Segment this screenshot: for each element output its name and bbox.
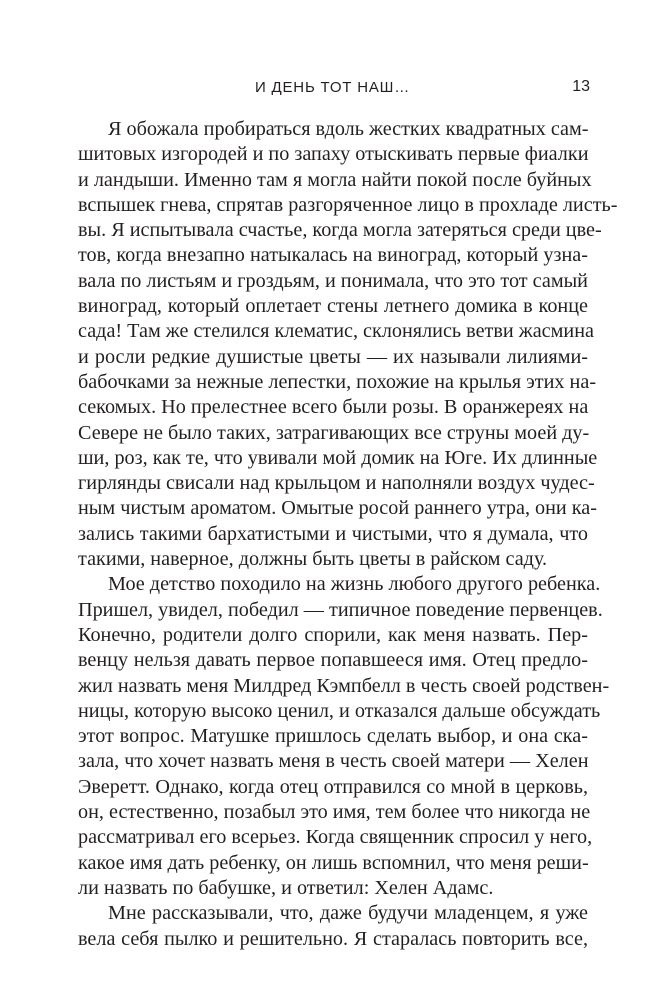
text-line: Мне рассказывали, что, даже будучи младенцем, я уже <box>108 902 588 925</box>
paragraph-2 <box>78 572 610 901</box>
running-title: И ДЕНЬ ТОТ НАШ… <box>255 79 411 96</box>
text-line: сада! Там же стелился клематис, склонялись ветви жасмина <box>78 320 594 343</box>
text-line: зала, что хочет назвать меня в честь своей матери — Хелен <box>78 750 589 773</box>
text-line: этот вопрос. Матушке пришлось сделать выбор, и она ска- <box>78 725 588 748</box>
text-line: ли назвать по бабушке, и ответил: Хелен Адамс. <box>78 876 494 899</box>
text-line: зались такими бархатистыми и чистыми, что я думала, что <box>78 522 588 545</box>
text-line: вспышек гнева, спрятав разгоряченное лицо в прохладе листь- <box>78 193 618 216</box>
text-line: секомых. Но прелестнее всего были розы. В оранжереях на <box>78 396 589 419</box>
text-line: Конечно, родители долго спорили, как меня назвать. Пер- <box>78 623 588 646</box>
text-line: виноград, который оплетает стены летнего домика в конце <box>78 295 588 318</box>
text-line: и ландыши. Именно там я могла найти покой после буйных <box>78 168 592 191</box>
text-line: вы. Я испытывала счастье, когда могла затеряться среди цве- <box>78 219 602 242</box>
text-line: ным чистым ароматом. Омытые росой раннего утра, они ка- <box>78 497 597 520</box>
text-line: тов, когда внезапно натыкалась на виноград, который узна- <box>78 244 588 267</box>
text-line: ши, роз, как те, что увивали мой домик на Юге. Их длинные <box>78 446 598 469</box>
text-line: бабочками за нежные лепестки, похожие на крылья этих на- <box>78 370 597 393</box>
text-line: гирлянды свисали над крыльцом и наполняли воздух чудес- <box>78 472 595 495</box>
text-line: жил назвать меня Милдред Кэмпбелл в честь своей родствен- <box>78 674 610 697</box>
text-line: Эверетт. Однако, когда отец отправился со мной в церковь, <box>78 775 588 798</box>
body-text <box>78 117 618 952</box>
text-line: венцу нельзя давать первое попавшееся имя. Отец предло- <box>78 649 588 672</box>
text-line: вала по листьям и гроздьям, и понимала, что это тот самый <box>78 269 588 292</box>
text-line: шитовых изгородей и по запаху отыскивать первые фиалки <box>78 143 589 166</box>
paragraph-3 <box>78 901 588 952</box>
text-line: вела себя пылко и решительно. Я старалась повторить все, <box>78 927 588 950</box>
text-line: какое имя дать ребенку, он лишь вспомнил, что меня реши- <box>78 851 589 874</box>
text-line: он, естественно, позабыл это имя, тем более что никогда не <box>78 801 591 824</box>
text-line: Я обожала пробираться вдоль жестких квадратных сам- <box>108 118 589 140</box>
text-line: Севере не было таких, затрагивающих все струны моей ду- <box>78 421 590 444</box>
text-line: Пришел, увидел, победил — типичное поведение первенцев. <box>78 598 603 621</box>
text-line: рассматривал его всерьез. Когда священник спросил у него, <box>78 826 593 849</box>
text-line: Мое детство походило на жизнь любого другого ребенка. <box>108 573 601 596</box>
text-line: ницы, которую высоко ценил, и отказался дальше обсуждать <box>78 699 601 722</box>
text-line: такими, наверное, должны быть цветы в райском саду. <box>78 548 548 571</box>
text-line: и росли редкие душистые цветы — их называли лилиями- <box>78 345 588 368</box>
page-number: 13 <box>572 78 590 95</box>
paragraph-1 <box>78 117 618 572</box>
